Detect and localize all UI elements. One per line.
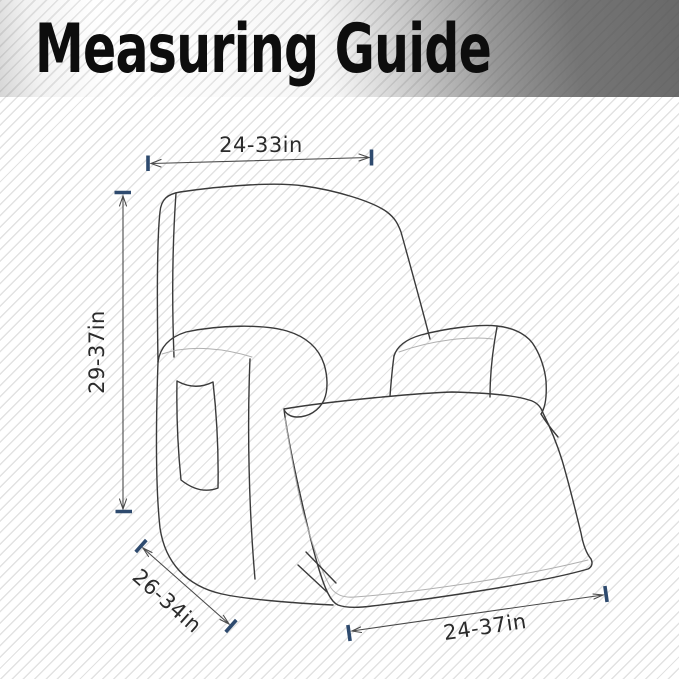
page-title: Measuring Guide xyxy=(35,10,492,89)
recliner-drawing xyxy=(156,184,592,607)
right-armrest-outline xyxy=(394,325,546,414)
left-armrest-front-edge xyxy=(249,359,255,579)
dimension-recliner-length xyxy=(348,586,607,645)
back-width-arrow-line xyxy=(152,158,369,164)
back-width-label: 24-33in xyxy=(219,133,303,157)
dimension-back-width xyxy=(148,133,372,171)
right-armrest-inner-edge xyxy=(490,327,497,397)
backrest-side-edge xyxy=(173,193,176,357)
seat-depth-label: 26-34in xyxy=(127,564,207,638)
right-armrest-left-edge xyxy=(390,356,394,396)
seat-back-seam xyxy=(162,348,252,357)
recliner-length-label: 24-37in xyxy=(441,609,529,646)
left-armrest-outline xyxy=(158,326,327,417)
header-banner xyxy=(0,0,679,97)
right-armrest-seam xyxy=(399,338,493,352)
back-height-label: 29-37in xyxy=(85,310,109,394)
footrest-band-seam xyxy=(285,418,588,597)
backrest-outline xyxy=(157,184,430,362)
side-pocket xyxy=(177,381,218,490)
dimension-seat-depth xyxy=(128,540,237,638)
chair-base-left xyxy=(156,362,333,605)
dimension-back-height xyxy=(85,193,132,512)
footrest-outline xyxy=(284,392,592,607)
